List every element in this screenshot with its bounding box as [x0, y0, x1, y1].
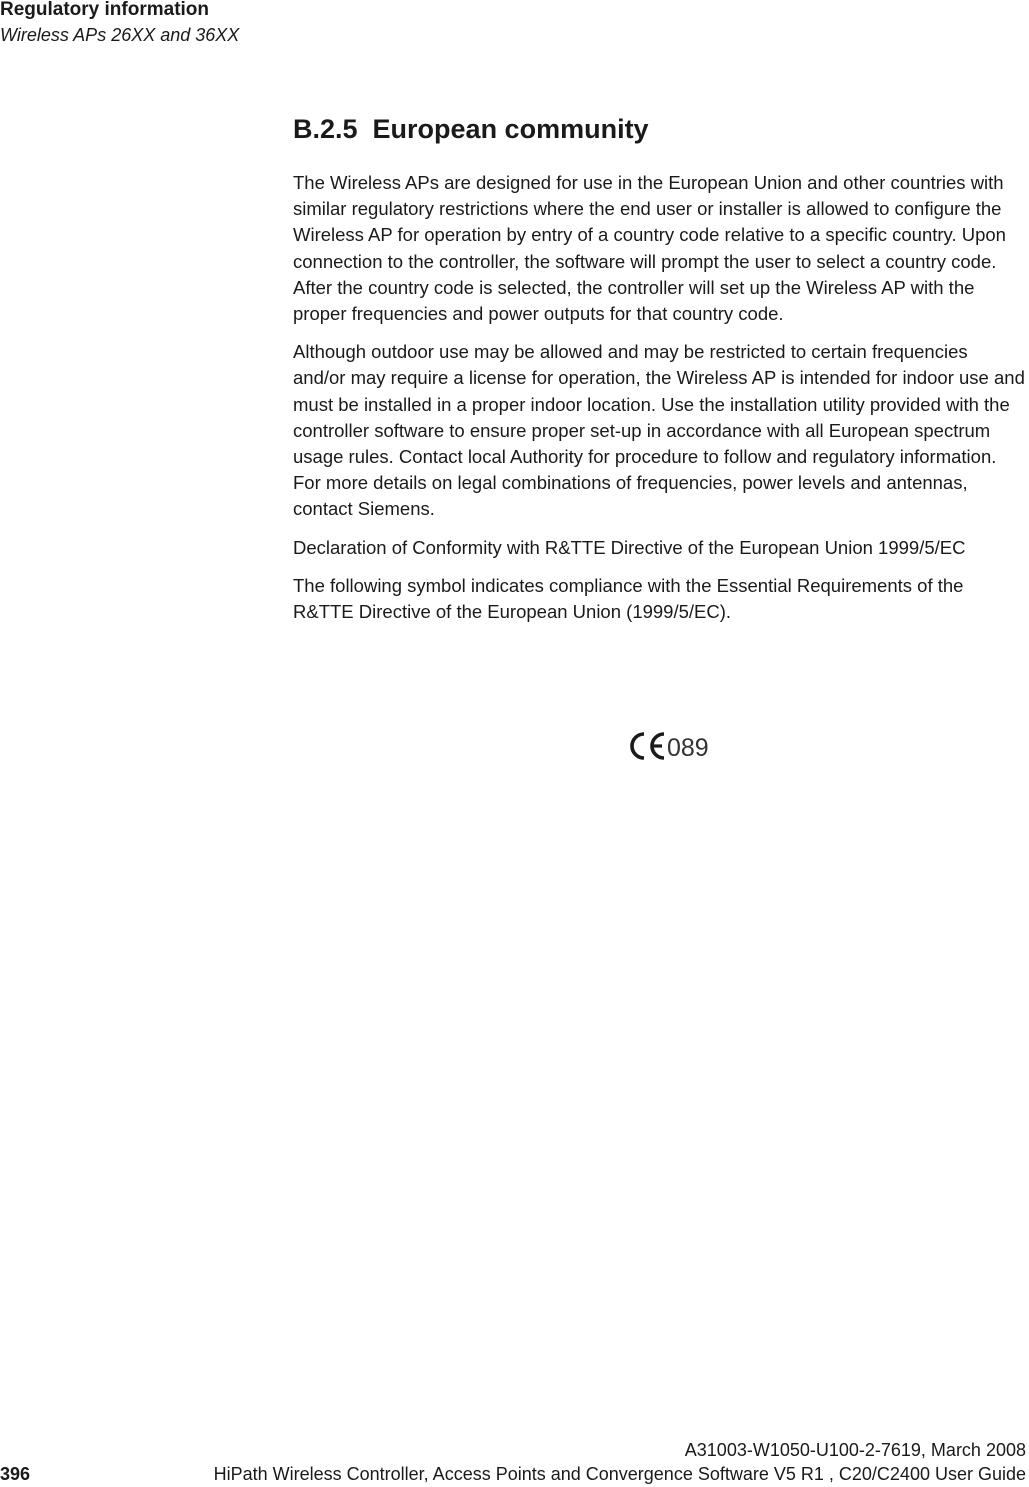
footer-line [0, 1462, 1026, 1486]
section-heading: B.2.5 European community [293, 114, 649, 144]
paragraph-declaration: Declaration of Conformity with R&TTE Directive of the European Union 1999/5/EC [293, 536, 966, 558]
paragraph-outdoor-use: Although outdoor use may be allowed and may be restricted to certain frequencies and/or may require a license for operation, the Wireless AP is intended for indoor use and must be installed in a proper indoor location. Use the installation utility provided with the controller software to ensure proper set-up in accordance with all European spectrum usage rules. Contact local Authority for procedure to follow and regulatory information. For more details on legal combinations of frequencies, power levels and antennas, contact Siemens. [293, 341, 1025, 520]
ce-mark-svg [626, 728, 722, 764]
paragraph-eu-use: The Wireless APs are designed for use in the European Union and other countries with similar regulatory restrictions where the end user or installer is allowed to configure the Wireless AP for operation by entry of a country code relative to a specific country. Upon connection to the controller, the software will prompt the user to select a country code. After the country code is selected, the controller will set up the Wireless AP with the proper frequencies and power outputs for that country code. [293, 172, 1006, 325]
running-head-section: Regulatory information [0, 0, 210, 20]
document-reference: A31003-W1050-U100-2-7619, March 2008 [684, 1440, 1026, 1460]
running-head [0, 0, 239, 48]
paragraph-symbol-note: The following symbol indicates compliance with the Essential Requirements of the R&TTE Directive of the European Union (1999/5/EC). [293, 574, 964, 623]
guide-title: HiPath Wireless Controller, Access Points and Convergence Software V5 R1 , C20/C2400 User Guide [213, 1464, 1026, 1484]
page-footer [0, 1438, 1026, 1486]
running-head-subsection: Wireless APs 26XX and 36XX [0, 25, 240, 45]
ce-c-glyph [632, 734, 644, 758]
page-number: 396 [0, 1464, 31, 1484]
ce-mark-icon [626, 728, 722, 764]
ce-notified-body-number: 089 [667, 734, 709, 762]
main-content [293, 112, 1025, 637]
